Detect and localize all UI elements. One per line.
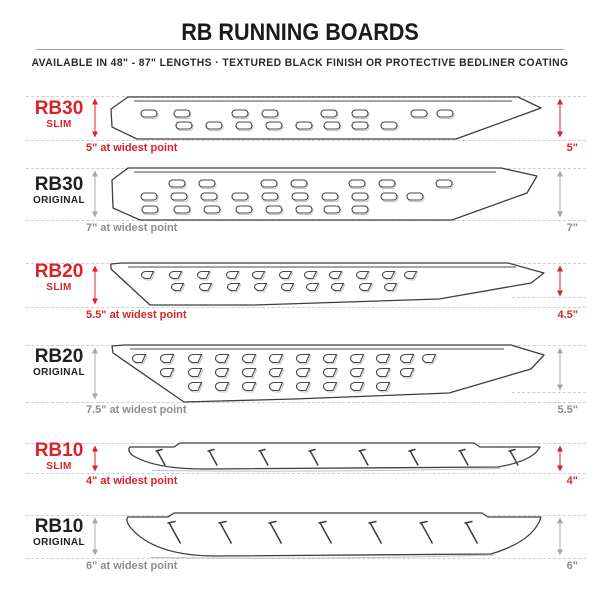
- board-drawing-rb30-original: [104, 164, 544, 224]
- variant-name: ORIGINAL: [32, 537, 86, 548]
- height-dimension-label: 7": [566, 222, 578, 234]
- model-name: RB10: [34, 440, 84, 461]
- dimension-arrow-left: [89, 265, 101, 305]
- height-dimension-label: 4": [566, 475, 578, 487]
- board-drawing-rb20-original: [104, 341, 550, 407]
- widest-point-label: 6" at widest point: [86, 560, 178, 572]
- height-dimension-label: 5": [566, 142, 578, 154]
- model-name: RB10: [34, 516, 84, 537]
- variant-name: ORIGINAL: [32, 367, 86, 378]
- widest-point-label: 5" at widest point: [86, 142, 178, 154]
- variant-name: SLIM: [46, 119, 72, 130]
- page-title: RB RUNNING BOARDS: [181, 19, 419, 46]
- dimension-arrow-right: [554, 347, 566, 391]
- dimension-arrow-left: [89, 170, 101, 218]
- height-dimension-label: 4.5": [557, 309, 578, 321]
- product-label-rb10-original: [22, 517, 96, 548]
- model-name: RB20: [34, 346, 84, 367]
- height-dimension-label: 5.5": [557, 404, 578, 416]
- model-name: RB30: [34, 98, 84, 119]
- dimension-arrow-right: [554, 517, 566, 556]
- widest-point-label: 4" at widest point: [86, 475, 178, 487]
- product-label-rb20-slim: [22, 262, 96, 293]
- widest-point-label: 7" at widest point: [86, 222, 178, 234]
- subtitle: AVAILABLE IN 48" - 87" LENGTHS · TEXTURED BLACK FINISH OR PROTECTIVE BEDLINER COATING: [31, 57, 569, 69]
- title-divider: [36, 49, 564, 50]
- product-label-rb30-slim: [22, 99, 96, 130]
- dimension-arrow-left: [89, 517, 101, 556]
- board-drawing-rb10-slim: [104, 439, 548, 477]
- model-name: RB30: [34, 174, 84, 195]
- dimension-arrow-right: [554, 170, 566, 218]
- product-label-rb30-original: [22, 175, 96, 206]
- height-dimension-label: 6": [566, 560, 578, 572]
- variant-name: ORIGINAL: [32, 195, 86, 206]
- widest-point-label: 7.5" at widest point: [86, 404, 187, 416]
- product-label-rb10-slim: [22, 441, 96, 472]
- dimension-arrow-right: [554, 445, 566, 472]
- dimension-arrow-right: [554, 265, 566, 297]
- dimension-arrow-left: [89, 347, 101, 400]
- product-label-rb20-original: [22, 347, 96, 378]
- board-drawing-rb30-slim: [104, 92, 548, 142]
- dimension-arrow-right: [554, 98, 566, 138]
- dimension-arrow-left: [89, 98, 101, 138]
- variant-name: SLIM: [46, 461, 72, 472]
- widest-point-label: 5.5" at widest point: [86, 309, 187, 321]
- board-drawing-rb20-slim: [104, 259, 550, 309]
- variant-name: SLIM: [46, 282, 72, 293]
- dimension-arrow-left: [89, 445, 101, 472]
- board-drawing-rb10-original: [104, 511, 548, 563]
- model-name: RB20: [34, 261, 84, 282]
